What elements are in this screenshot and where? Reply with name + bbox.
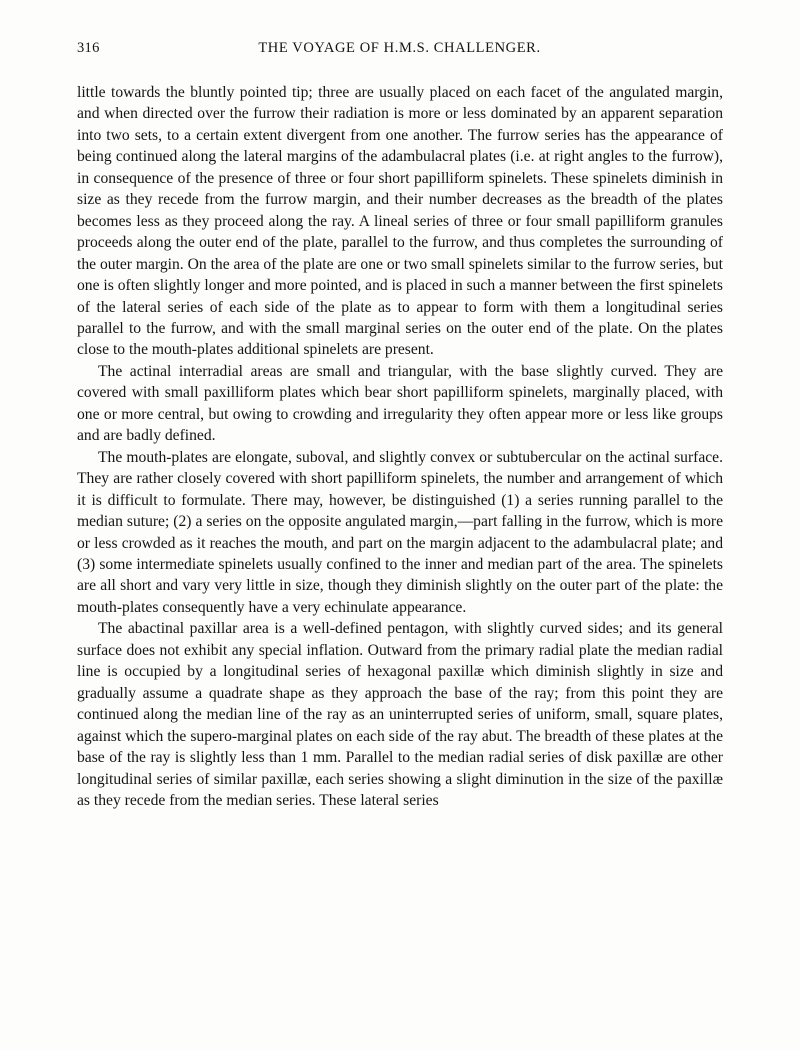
running-title: THE VOYAGE OF H.M.S. CHALLENGER. [258,40,541,56]
paragraph-mouth-plates: The mouth-plates are elongate, suboval, and slightly convex or subtubercular on the actinal surface. They are rather closely covered with short papilliform spinelets, the number and arrangement of which it is difficult to formulate. There may, however, be distinguished (1) a series running parallel to the median suture; (2) a series on the opposite angulated margin,—part falling in the furrow, which is more or less crowded as it reaches the mouth, and part on the margin adjacent to the adambulacral plate; and (3) some intermediate spinelets usually confined to the inner and median part of the area. The spinelets are all short and vary very little in size, though they diminish slightly on the outer part of the plate: the mouth-plates consequently have a very echinulate appearance. [77,448,723,616]
body-text [77,82,723,811]
paragraph-actinal-interradial-areas: The actinal interradial areas are small and triangular, with the base slightly curved. They are covered with small paxilliform plates which bear short papilliform spinelets, marginally placed, with one or more central, but owing to crowding and irregularity they often appear more or less like groups and are badly defined. [77,362,723,445]
paragraph-abactinal-paxillar-area: The abactinal paxillar area is a well-defined pentagon, with slightly curved sides; and its general surface does not exhibit any special inflation. Outward from the primary radial plate the median radial line is occupied by a longitudinal series of hexagonal paxillæ which diminish slightly in size and gradually assume a quadrate shape as they approach the base of the ray; from this point they are continued along the median line of the ray as an uninterrupted series of uniform, small, square plates, against which the supero-marginal plates on each side of the ray abut. The breadth of these plates at the base of the ray is slightly less than 1 mm. Parallel to the median radial series of disk paxillæ are other longitudinal series of similar paxillæ, each series showing a slight diminution in the size of the paxillæ as they recede from the median series. These lateral series [77,620,723,809]
page-number: 316 [77,40,100,56]
running-head [77,40,722,62]
paragraph-continued: little towards the bluntly pointed tip; three are usually placed on each facet of the angulated margin, and when directed over the furrow their radiation is more or less dominated by an apparent separation into two sets, to a certain extent divergent from one another. The furrow series has the appearance of being continued along the lateral margins of the adambulacral plates (i.e. at right angles to the furrow), in consequence of the presence of three or four short papilliform spinelets. These spinelets diminish in size as they recede from the furrow margin, and their number decreases as the breadth of the plates becomes less as they proceed along the ray. A lineal series of three or four small papilliform granules proceeds along the outer end of the plate, parallel to the furrow, and thus completes the surrounding of the outer margin. On the area of the plate are one or two small spinelets similar to the furrow series, but one is often slightly longer and more pointed, and is placed in such a manner between the first spinelets of the lateral series of each side of the plate as to appear to form with them a longitudinal series parallel to the furrow, and with the small marginal series on the outer end of the plate. On the plates close to the mouth-plates additional spinelets are present. [77,84,723,359]
